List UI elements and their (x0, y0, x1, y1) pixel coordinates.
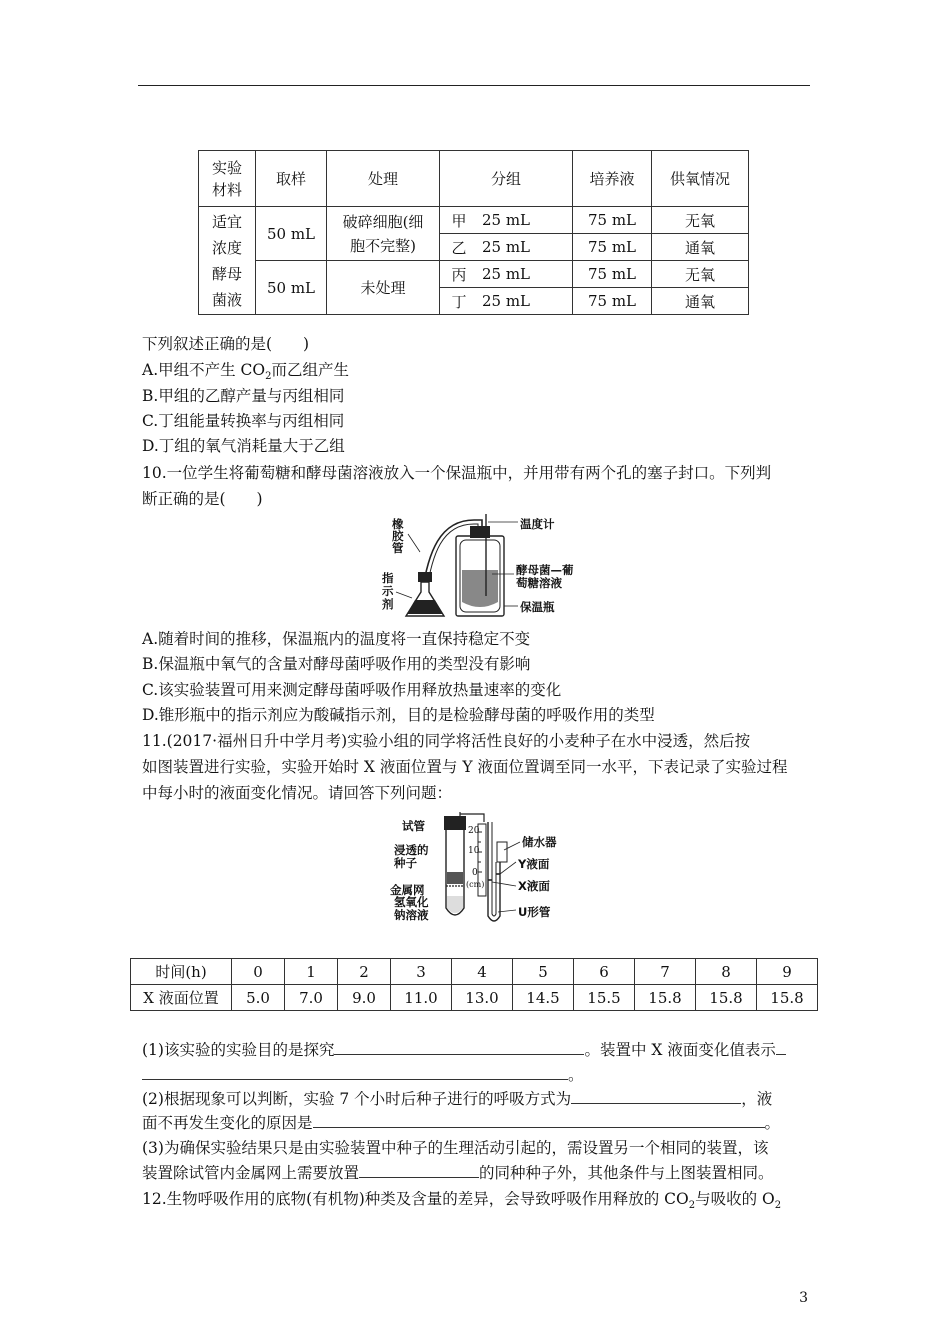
cell-hour: 2 (338, 959, 391, 985)
th-sample: 取样 (256, 151, 327, 207)
label-yeast-solution: 酵母菌—葡 萄糖溶液 (516, 563, 574, 590)
answer-blank[interactable] (313, 1113, 765, 1128)
cell-medium: 75 mL (573, 234, 652, 261)
cell-vol: 25 mL (478, 234, 534, 261)
cell-treatment-2: 未处理 (327, 261, 440, 315)
th-treatment: 处理 (327, 151, 440, 207)
cell-vol: 25 mL (478, 261, 534, 288)
label-x-level: X液面 (518, 879, 550, 893)
q9-stem: 下列叙述正确的是( ) (142, 335, 310, 353)
cell-oxygen: 通氧 (652, 234, 749, 261)
label-test-tube: 试管 (402, 819, 425, 833)
q10-option-c: C.该实验装置可用来测定酵母菌呼吸作用释放热量速率的变化 (142, 681, 562, 699)
label-indicator: 指 示 剂 (382, 571, 394, 611)
cell-group: 乙 (440, 234, 479, 261)
q11-part2-line2: 面不再发生变化的原因是 。 (142, 1114, 781, 1132)
table-row (131, 985, 818, 1011)
experiment-table (198, 150, 749, 315)
label-rubber-tube: 橡 胶 管 (392, 517, 404, 555)
q10-option-b: B.保温瓶中氧气的含量对酵母菌呼吸作用的类型没有影响 (142, 655, 531, 673)
answer-blank[interactable] (776, 1040, 786, 1055)
scale-tick-10: 10 (468, 846, 480, 856)
cell-x-value: 15.8 (757, 985, 818, 1011)
label-y-level: Y液面 (518, 857, 550, 871)
q10-option-d: D.锥形瓶中的指示剂应为酸碱指示剂，目的是检验酵母菌的呼吸作用的类型 (142, 706, 655, 724)
label-soaked-seeds: 浸透的 种子 (394, 843, 429, 870)
cell-hour: 9 (757, 959, 818, 985)
cell-hour: 1 (285, 959, 338, 985)
q11-part2-line1: (2)根据现象可以判断，实验 7 个小时后种子进行的呼吸方式为 ，液 (142, 1090, 773, 1108)
q10-stem-2: 断正确的是( ) (142, 490, 263, 508)
cell-medium: 75 mL (573, 261, 652, 288)
q11-part3-line2: 装置除试管内金属网上需要放置 的同种种子外，其他条件与上图装置相同。 (142, 1164, 774, 1182)
scale-tick-20: 20 (468, 826, 480, 836)
cell-oxygen: 无氧 (652, 261, 749, 288)
q11-stem-2: 如图装置进行实验，实验开始时 X 液面位置与 Y 液面位置调至同一水平，下表记录了实验过程 (142, 758, 788, 776)
page-number: 3 (799, 1290, 808, 1306)
q11-part1-line1: (1)该实验的实验目的是探究 。装置中 X 液面变化值表示 (142, 1040, 786, 1060)
cell-x-value: 5.0 (232, 985, 285, 1011)
q11-stem-1: 11.(2017·福州日升中学月考)实验小组的同学将活性良好的小麦种子在水中浸透，然后按 (142, 732, 751, 750)
cell-hour: 6 (574, 959, 635, 985)
cell-medium: 75 mL (573, 207, 652, 234)
th-group: 分组 (440, 151, 573, 207)
label-naoh-solution: 氢氧化 钠溶液 (394, 895, 429, 922)
cell-group: 甲 (440, 207, 479, 234)
q11-part1-line2: 。 (142, 1065, 584, 1085)
header-rule (138, 85, 810, 86)
label-reservoir: 储水器 (522, 835, 557, 849)
cell-sample-2: 50 mL (256, 261, 327, 315)
cell-x-value: 15.8 (635, 985, 696, 1011)
liquid-level-table (130, 958, 818, 1011)
cell-x-value: 9.0 (338, 985, 391, 1011)
cell-sample-1: 50 mL (256, 207, 327, 261)
q11-part3-line1: (3)为确保实验结果只是由实验装置中种子的生理活动引起的，需设置另一个相同的装置，该 (142, 1139, 769, 1157)
cell-group: 丁 (440, 288, 479, 315)
q10-stem-1: 10.一位学生将葡萄糖和酵母菌溶液放入一个保温瓶中，并用带有两个孔的塞子封口。下列判 (142, 464, 772, 482)
cell-material: 适宜 浓度 酵母 菌液 (199, 207, 256, 315)
thermos-apparatus-figure (378, 512, 578, 620)
cell-hour: 5 (513, 959, 574, 985)
th-x-level: X 液面位置 (131, 985, 232, 1011)
th-time: 时间(h) (131, 959, 232, 985)
cell-vol: 25 mL (478, 207, 534, 234)
cell-hour: 8 (696, 959, 757, 985)
cell-x-value: 14.5 (513, 985, 574, 1011)
q9-option-c: C.丁组能量转换率与丙组相同 (142, 412, 345, 430)
cell-x-value: 11.0 (391, 985, 452, 1011)
seed-apparatus-figure (388, 812, 578, 947)
cell-hour: 0 (232, 959, 285, 985)
cell-medium: 75 mL (573, 288, 652, 315)
answer-blank[interactable] (334, 1040, 584, 1055)
cell-oxygen: 无氧 (652, 207, 749, 234)
q9-option-d: D.丁组的氧气消耗量大于乙组 (142, 437, 345, 455)
cell-oxygen: 通氧 (652, 288, 749, 315)
cell-x-value: 15.5 (574, 985, 635, 1011)
q11-stem-3: 中每小时的液面变化情况。请回答下列问题： (142, 784, 453, 802)
th-medium: 培养液 (573, 151, 652, 207)
th-oxygen: 供氧情况 (652, 151, 749, 207)
answer-blank[interactable] (359, 1163, 479, 1178)
answer-blank[interactable] (142, 1065, 568, 1080)
label-thermometer: 温度计 (520, 517, 555, 531)
q9-option-a: A.甲组不产生 $CO_2$而乙组产生 (142, 361, 350, 383)
label-thermos: 保温瓶 (520, 600, 555, 614)
label-metal-mesh: 金属网 (390, 883, 425, 897)
scale-tick-0: 0 (472, 868, 478, 878)
cell-vol: 25 mL (478, 288, 534, 315)
answer-blank[interactable] (571, 1089, 741, 1104)
table-row (131, 959, 818, 985)
cell-hour: 3 (391, 959, 452, 985)
cell-hour: 4 (452, 959, 513, 985)
scale-unit: (cm) (466, 880, 485, 889)
cell-x-value: 15.8 (696, 985, 757, 1011)
q9-option-b: B.甲组的乙醇产量与丙组相同 (142, 387, 345, 405)
cell-treatment-1: 破碎细胞(细 胞不完整) (327, 207, 440, 261)
label-u-tube: U形管 (518, 905, 551, 919)
q12-stem: 12.生物呼吸作用的底物(有机物)种类及含量的差异，会导致呼吸作用释放的 $CO_2$与吸收的 $O_2$ (142, 1190, 782, 1212)
cell-group: 丙 (440, 261, 479, 288)
q10-option-a: A.随着时间的推移，保温瓶内的温度将一直保持稳定不变 (142, 630, 531, 648)
th-material: 实验 材料 (199, 151, 256, 207)
cell-x-value: 7.0 (285, 985, 338, 1011)
cell-hour: 7 (635, 959, 696, 985)
cell-x-value: 13.0 (452, 985, 513, 1011)
